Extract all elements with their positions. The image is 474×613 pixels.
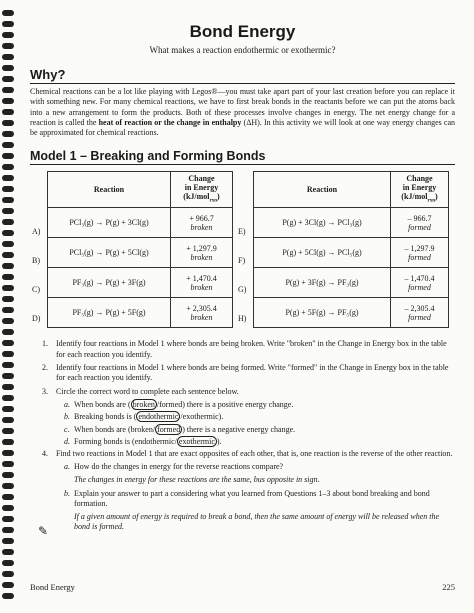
reaction-cell: P(g) + 3Cl(g) → PCl₃(g)	[254, 208, 391, 238]
quill-icon: ✎	[38, 524, 49, 538]
why-text-1: Chemical reactions can be a lot like playing with Legos®—you must take apart part of your last creation before you can replace it with something new. For many chemical reactions, we have to first break bonds in the reactants before we can put the atoms back into a new arrangement to form the products. Both of these processes involve changes in energy. The net energy change for a reaction is called the	[30, 87, 455, 127]
handwritten-note: broken	[190, 252, 213, 262]
circled-answer: broken	[132, 399, 155, 409]
binding-ring	[2, 164, 14, 170]
binding-ring	[2, 21, 14, 27]
binding-ring	[2, 274, 14, 280]
row-label: H)	[238, 314, 247, 324]
binding-ring	[2, 384, 14, 390]
table-row	[254, 268, 449, 298]
why-text-2: (ΔH). In this activity we will look at one way energy changes can be approximated for chemical reactions.	[30, 117, 456, 138]
energy-cell: + 2,305.4 broken	[171, 298, 233, 328]
reaction-tables	[30, 171, 455, 332]
why-bold-term: heat of reaction or the change in enthalpy	[98, 117, 242, 127]
question-3b: b. Breaking bonds is ( endothermic /exothermic).	[64, 412, 224, 422]
binding-ring	[2, 582, 14, 588]
table-row	[254, 208, 449, 238]
question-3a: a. When bonds are ( broken /formed) there is a positive energy change.	[64, 399, 294, 409]
binding-ring	[2, 252, 14, 258]
col-reaction-header: Reaction	[254, 172, 391, 208]
page-footer	[30, 582, 455, 592]
worksheet-page	[30, 8, 455, 536]
question-3d: d. Forming bonds is (endothermic/ exothermic ).	[64, 436, 222, 446]
reaction-cell: PCl₃(g) → P(g) + 3Cl(g)	[48, 208, 171, 238]
binding-ring	[2, 54, 14, 60]
binding-ring	[2, 571, 14, 577]
row-label: F)	[238, 256, 246, 266]
reaction-table-left	[47, 171, 233, 328]
binding-ring	[2, 362, 14, 368]
handwritten-note: formed	[408, 312, 431, 322]
binding-ring	[2, 263, 14, 269]
binding-ring	[2, 505, 14, 511]
why-paragraph	[30, 87, 455, 138]
binding-ring	[2, 241, 14, 247]
reaction-cell: P(g) + 5F(g) → PF₅(g)	[254, 298, 391, 328]
binding-ring	[2, 417, 14, 423]
questions	[30, 339, 455, 532]
binding-ring	[2, 87, 14, 93]
question-4: 4. Find two reactions in Model 1 that are exact opposites of each other, that is, one reaction is the reverse of the other reaction.	[42, 449, 453, 459]
question-4b: b. Explain your answer to part a considering what you learned from Questions 1–3 about bond breaking and bond formation.	[64, 489, 430, 509]
energy-cell: + 1,297.9 broken	[171, 238, 233, 268]
binding-ring	[2, 351, 14, 357]
table-row	[48, 268, 233, 298]
binding-ring	[2, 560, 14, 566]
binding-ring	[2, 186, 14, 192]
binding-ring	[2, 406, 14, 412]
reaction-cell: PF₃(g) → P(g) + 3F(g)	[48, 268, 171, 298]
energy-cell: – 1,470.4 formed	[391, 268, 449, 298]
question-3: 3. Circle the correct word to complete each sentence below.	[42, 386, 239, 396]
binding-ring	[2, 494, 14, 500]
binding-ring	[2, 10, 14, 16]
row-label: G)	[238, 285, 247, 295]
handwritten-note: broken	[190, 282, 213, 292]
binding-ring	[2, 230, 14, 236]
energy-cell: – 966.7 formed	[391, 208, 449, 238]
binding-ring	[2, 285, 14, 291]
page-number: 225	[442, 582, 455, 592]
circled-answer: formed	[157, 424, 181, 434]
answer-4b: If a given amount of energy is required to break a bond, then the same amount of energy will be released when the bond is formed.	[74, 511, 440, 531]
row-label: E)	[238, 227, 246, 237]
binding-ring	[2, 296, 14, 302]
footer-title: Bond Energy	[30, 582, 75, 592]
binding-ring	[2, 395, 14, 401]
circled-answer: endothermic	[138, 412, 179, 422]
row-label: B)	[32, 256, 40, 266]
binding-ring	[2, 76, 14, 82]
binding-ring	[2, 307, 14, 313]
model-heading: Model 1 – Breaking and Forming Bonds	[30, 149, 455, 165]
binding-ring	[2, 32, 14, 38]
binding-ring	[2, 516, 14, 522]
binding-ring	[2, 65, 14, 71]
binding-ring	[2, 197, 14, 203]
binding-ring	[2, 43, 14, 49]
spiral-binding	[0, 0, 18, 613]
energy-cell: – 1,297.9 formed	[391, 238, 449, 268]
handwritten-note: formed	[408, 222, 431, 232]
binding-ring	[2, 549, 14, 555]
binding-ring	[2, 340, 14, 346]
handwritten-note: broken	[190, 222, 213, 232]
binding-ring	[2, 439, 14, 445]
energy-cell: – 2,305.4 formed	[391, 298, 449, 328]
question-1: 1. Identify four reactions in Model 1 where bonds are being broken. Write "broken" in the Change in Energy box in the table for each reaction you identify.	[42, 339, 447, 359]
binding-ring	[2, 329, 14, 335]
answer-4a: The changes in energy for these reactions are the same, bus opposite in sign.	[74, 474, 320, 484]
why-heading: Why?	[30, 67, 455, 84]
page-title: Bond Energy	[189, 22, 296, 41]
table-row	[48, 208, 233, 238]
row-label: A)	[32, 227, 41, 237]
binding-ring	[2, 483, 14, 489]
handwritten-note: formed	[408, 252, 431, 262]
table-row	[48, 298, 233, 328]
reaction-cell: PF₅(g) → P(g) + 5F(g)	[48, 298, 171, 328]
binding-ring	[2, 428, 14, 434]
binding-ring	[2, 593, 14, 599]
binding-ring	[2, 98, 14, 104]
binding-ring	[2, 461, 14, 467]
binding-ring	[2, 153, 14, 159]
binding-ring	[2, 131, 14, 137]
binding-ring	[2, 208, 14, 214]
binding-ring	[2, 472, 14, 478]
question-2: 2. Identify four reactions in Model 1 where bonds are being formed. Write "formed" in the Change in Energy box in the table for each reaction you identify.	[42, 363, 449, 383]
binding-ring	[2, 318, 14, 324]
question-3c: c. When bonds are (broken/ formed ) there is a negative energy change.	[64, 424, 296, 434]
handwritten-note: broken	[190, 312, 213, 322]
binding-ring	[2, 120, 14, 126]
handwritten-note: formed	[408, 282, 431, 292]
col-change-header: Change in Energy (kJ/mol$_{rxn}$)	[391, 172, 449, 208]
binding-ring	[2, 450, 14, 456]
row-label: C)	[32, 285, 40, 295]
table-row	[254, 298, 449, 328]
binding-ring	[2, 538, 14, 544]
binding-ring	[2, 527, 14, 533]
question-4a: a. How do the changes in energy for the reverse reactions compare?	[64, 462, 284, 472]
col-reaction-header: Reaction	[48, 172, 171, 208]
circled-answer: exothermic	[178, 436, 215, 446]
row-label: D)	[32, 314, 41, 324]
page-subtitle: What makes a reaction endothermic or exothermic?	[149, 45, 336, 55]
reaction-cell: P(g) + 5Cl(g) → PCl₅(g)	[254, 238, 391, 268]
binding-ring	[2, 142, 14, 148]
binding-ring	[2, 175, 14, 181]
table-row	[48, 238, 233, 268]
binding-ring	[2, 109, 14, 115]
binding-ring	[2, 219, 14, 225]
reaction-cell: PCl₅(g) → P(g) + 5Cl(g)	[48, 238, 171, 268]
col-change-header: Change in Energy (kJ/mol$_{rxn}$)	[171, 172, 233, 208]
binding-ring	[2, 373, 14, 379]
energy-cell: + 966.7 broken	[171, 208, 233, 238]
energy-cell: + 1,470.4 broken	[171, 268, 233, 298]
table-row	[254, 238, 449, 268]
reaction-cell: P(g) + 3F(g) → PF₃(g)	[254, 268, 391, 298]
reaction-table-right	[253, 171, 449, 328]
